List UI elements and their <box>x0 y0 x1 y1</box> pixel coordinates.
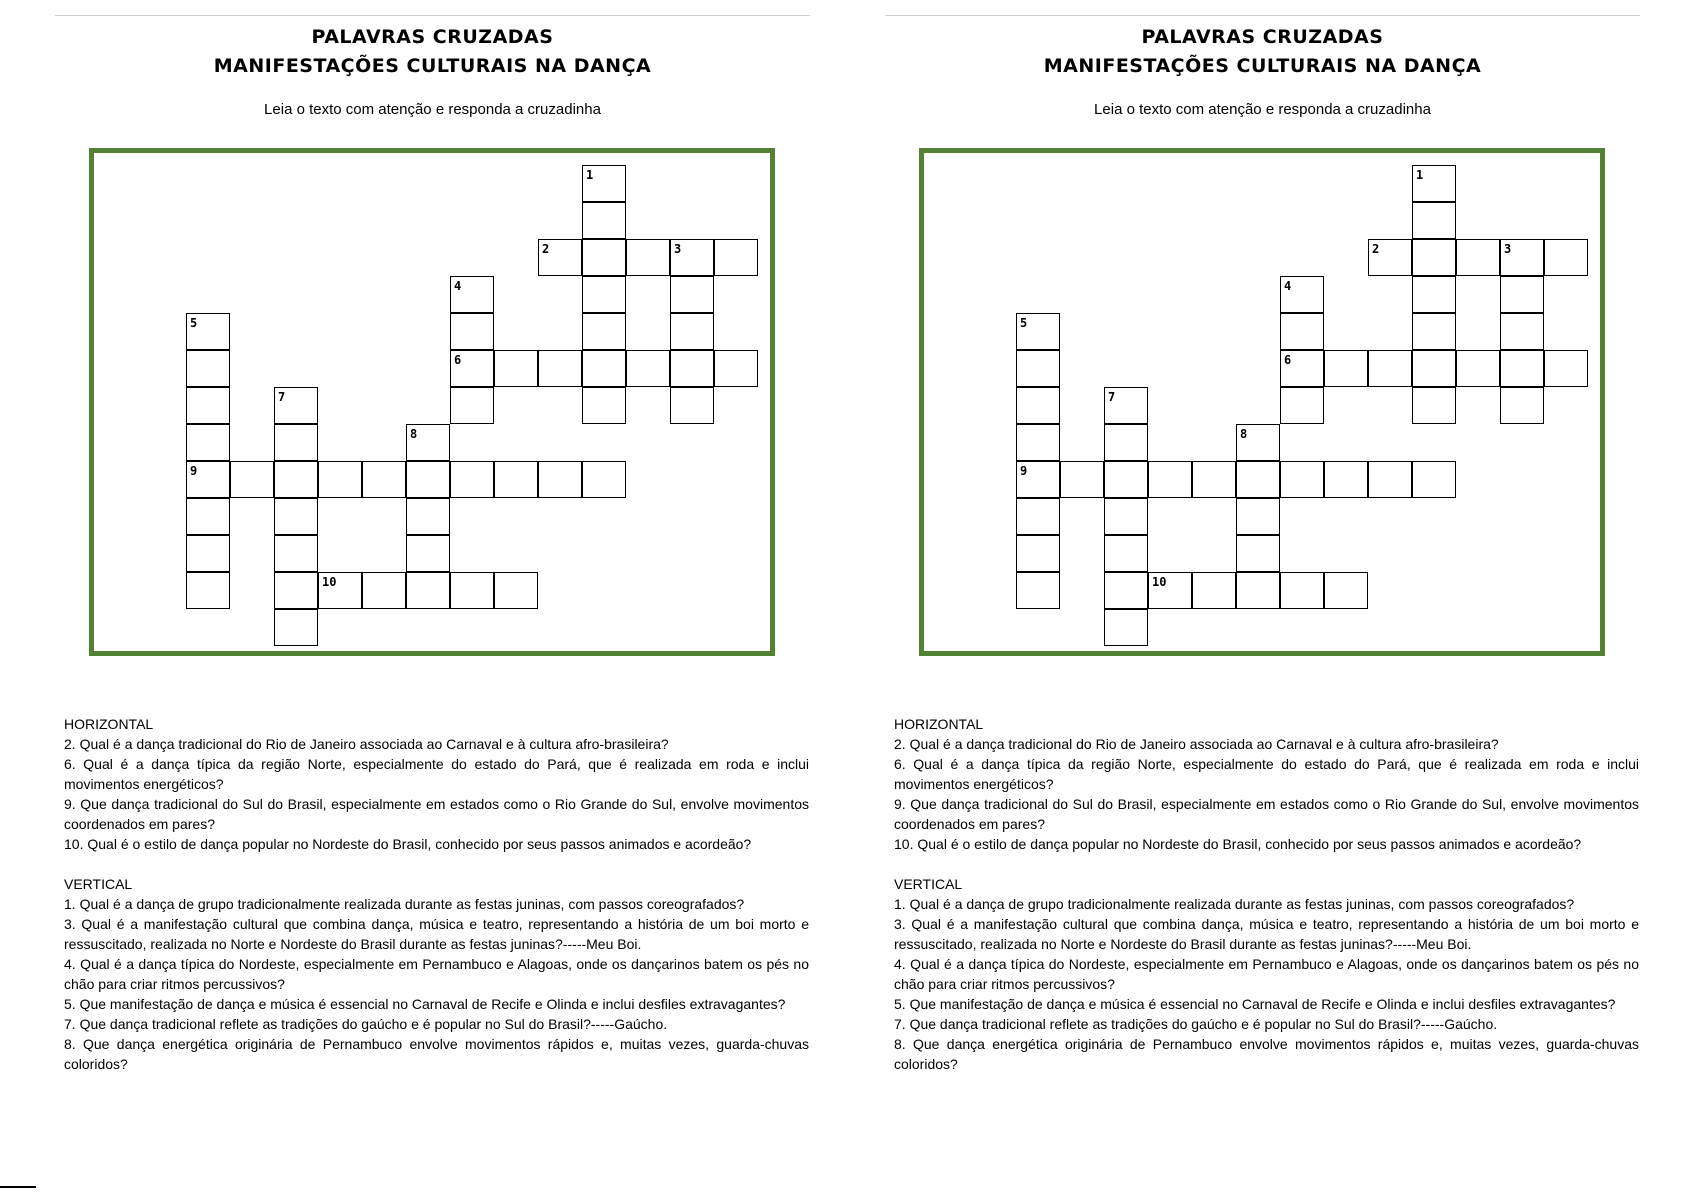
crossword-cell[interactable] <box>1500 387 1544 424</box>
crossword-cell[interactable] <box>274 424 318 461</box>
crossword-cell[interactable] <box>670 313 714 350</box>
crossword-cell[interactable] <box>1016 535 1060 572</box>
clue-horizontal: 9. Que dança tradicional do Sul do Brasil, especialmente em estados como o Rio Grande do Sul, envolve movimentos coordenados em pares? <box>64 796 809 832</box>
clue-number: 6 <box>454 353 462 367</box>
page-subtitle: MANIFESTAÇÕES CULTURAIS NA DANÇA <box>213 55 652 77</box>
crossword-cell[interactable] <box>1412 276 1456 313</box>
top-divider <box>885 15 1640 16</box>
clue-number: 10 <box>322 575 337 589</box>
crossword-cell[interactable] <box>1500 276 1544 313</box>
clue-horizontal: 6. Qual é a dança típica da região Norte, especialmente do estado do Pará, que é realizada em roda e inclui movimentos energéticos? <box>894 756 1639 792</box>
crossword-cell[interactable] <box>274 387 318 424</box>
crossword-cell[interactable] <box>1192 572 1236 609</box>
crossword-cell[interactable] <box>230 461 274 498</box>
crossword-cell[interactable] <box>582 350 626 387</box>
clue-number: 2 <box>1372 242 1380 256</box>
crossword-cell[interactable] <box>186 313 230 350</box>
crossword-cell[interactable] <box>1412 202 1456 239</box>
crossword-cell[interactable] <box>670 387 714 424</box>
clue-vertical: 8. Que dança energética originária de Pernambuco envolve movimentos rápidos e, muitas vezes, guarda-chuvas coloridos? <box>894 1036 1639 1072</box>
crossword-cell[interactable] <box>1104 535 1148 572</box>
clue-number: 1 <box>1416 168 1424 182</box>
clue-vertical: 4. Qual é a dança típica do Nordeste, especialmente em Pernambuco e Alagoas, onde os dançarinos batem os pés no chão para criar ritmos percussivos? <box>894 956 1639 992</box>
instruction-text: Leia o texto com atenção e responda a cruzadinha <box>1094 101 1431 118</box>
crossword-cell[interactable] <box>582 202 626 239</box>
crossword-cell[interactable] <box>186 535 230 572</box>
crossword-cell[interactable] <box>670 350 714 387</box>
clue-vertical: 1. Qual é a dança de grupo tradicionalmente realizada durante as festas juninas, com passos coreografados? <box>894 896 1575 912</box>
crossword-cell[interactable] <box>1016 498 1060 535</box>
crossword-cell[interactable] <box>1280 313 1324 350</box>
crossword-cell[interactable] <box>582 239 626 276</box>
clue-number: 9 <box>190 464 198 478</box>
crossword-cell[interactable] <box>1016 313 1060 350</box>
crossword-cell[interactable] <box>1192 461 1236 498</box>
clue-number: 8 <box>410 427 418 441</box>
crossword-cell[interactable] <box>1104 572 1148 609</box>
clue-horizontal: 2. Qual é a dança tradicional do Rio de Janeiro associada ao Carnaval e à cultura afro-brasileira? <box>64 736 669 752</box>
clues-section <box>64 714 809 1074</box>
crossword-cell[interactable] <box>362 461 406 498</box>
crossword-cell[interactable] <box>1016 572 1060 609</box>
crossword-cell[interactable] <box>1016 461 1060 498</box>
corner-mark <box>0 1186 36 1188</box>
clue-vertical: 7. Que dança tradicional reflete as tradições do gaúcho e é popular no Sul do Brasil?-----Gaúcho. <box>64 1016 668 1032</box>
instruction-text: Leia o texto com atenção e responda a cruzadinha <box>264 101 601 118</box>
clue-vertical: 5. Que manifestação de dança e música é essencial no Carnaval de Recife e Olinda e inclui desfiles extravagantes? <box>64 996 786 1012</box>
crossword-cell[interactable] <box>406 424 450 461</box>
crossword-cell[interactable] <box>1016 387 1060 424</box>
clue-vertical: 1. Qual é a dança de grupo tradicionalmente realizada durante as festas juninas, com passos coreografados? <box>64 896 745 912</box>
crossword-cell[interactable] <box>1456 239 1500 276</box>
top-divider <box>55 15 810 16</box>
horizontal-heading: HORIZONTAL <box>64 716 154 732</box>
crossword-cell[interactable] <box>450 313 494 350</box>
crossword-cell[interactable] <box>1236 498 1280 535</box>
crossword-cell[interactable] <box>450 350 494 387</box>
crossword-cell[interactable] <box>186 387 230 424</box>
crossword-cell[interactable] <box>1368 461 1412 498</box>
crossword-cell[interactable] <box>1500 350 1544 387</box>
crossword-cell[interactable] <box>1104 609 1148 646</box>
crossword-cell[interactable] <box>714 239 758 276</box>
crossword-cell[interactable] <box>494 350 538 387</box>
clue-number: 1 <box>586 168 594 182</box>
crossword-cell[interactable] <box>582 313 626 350</box>
clue-number: 10 <box>1152 575 1167 589</box>
vertical-heading: VERTICAL <box>894 876 963 892</box>
worksheet-page-left <box>55 0 815 1192</box>
clue-horizontal: 10. Qual é o estilo de dança popular no Nordeste do Brasil, conhecido por seus passos animados e acordeão? <box>64 836 752 852</box>
crossword-cell[interactable] <box>406 461 450 498</box>
crossword-cell[interactable] <box>670 239 714 276</box>
crossword-cell[interactable] <box>1104 498 1148 535</box>
crossword-cell[interactable] <box>274 535 318 572</box>
clue-vertical: 3. Qual é a manifestação cultural que combina dança, música e teatro, representando a história de um boi morto e ressuscitado, realizada no Norte e Nordeste do Brasil durante as festas juninas?-----Meu Boi. <box>894 916 1639 952</box>
crossword-cell[interactable] <box>582 165 626 202</box>
crossword-cell[interactable] <box>406 498 450 535</box>
crossword-cell[interactable] <box>1500 313 1544 350</box>
horizontal-heading: HORIZONTAL <box>894 716 984 732</box>
crossword-cell[interactable] <box>670 276 714 313</box>
crossword-cell[interactable] <box>450 461 494 498</box>
crossword-cell[interactable] <box>362 572 406 609</box>
clue-vertical: 4. Qual é a dança típica do Nordeste, especialmente em Pernambuco e Alagoas, onde os dançarinos batem os pés no chão para criar ritmos percussivos? <box>64 956 809 992</box>
crossword-cell[interactable] <box>1412 165 1456 202</box>
crossword-cell[interactable] <box>1236 424 1280 461</box>
crossword-cell[interactable] <box>1324 461 1368 498</box>
crossword-cell[interactable] <box>626 350 670 387</box>
crossword-cell[interactable] <box>494 572 538 609</box>
worksheet-page-right <box>885 0 1645 1192</box>
crossword-cell[interactable] <box>318 461 362 498</box>
clue-number: 3 <box>674 242 682 256</box>
crossword-cell[interactable] <box>1368 350 1412 387</box>
crossword-cell[interactable] <box>1500 239 1544 276</box>
clue-vertical: 5. Que manifestação de dança e música é essencial no Carnaval de Recife e Olinda e inclui desfiles extravagantes? <box>894 996 1616 1012</box>
page-title: PALAVRAS CRUZADAS <box>1141 26 1384 48</box>
clue-horizontal: 6. Qual é a dança típica da região Norte, especialmente do estado do Pará, que é realizada em roda e inclui movimentos energéticos? <box>64 756 809 792</box>
page-title: PALAVRAS CRUZADAS <box>311 26 554 48</box>
crossword-cell[interactable] <box>582 387 626 424</box>
crossword-cell[interactable] <box>494 461 538 498</box>
crossword-cell[interactable] <box>1544 239 1588 276</box>
clue-number: 3 <box>1504 242 1512 256</box>
crossword-cell[interactable] <box>1104 387 1148 424</box>
crossword-cell[interactable] <box>1368 239 1412 276</box>
crossword-cell[interactable] <box>274 461 318 498</box>
crossword-cell[interactable] <box>582 276 626 313</box>
clue-number: 5 <box>1020 316 1028 330</box>
crossword-cell[interactable] <box>406 535 450 572</box>
crossword-cell[interactable] <box>626 239 670 276</box>
crossword-cell[interactable] <box>450 387 494 424</box>
clue-number: 7 <box>1108 390 1116 404</box>
crossword-cell[interactable] <box>582 461 626 498</box>
clue-number: 2 <box>542 242 550 256</box>
crossword-cell[interactable] <box>1016 424 1060 461</box>
crossword-cell[interactable] <box>406 572 450 609</box>
crossword-cell[interactable] <box>318 572 362 609</box>
crossword-grid <box>885 148 1645 668</box>
crossword-cell[interactable] <box>1544 350 1588 387</box>
vertical-heading: VERTICAL <box>64 876 133 892</box>
crossword-cell[interactable] <box>1280 387 1324 424</box>
crossword-cell[interactable] <box>538 461 582 498</box>
crossword-cell[interactable] <box>274 498 318 535</box>
clue-number: 4 <box>1284 279 1292 293</box>
crossword-grid <box>55 148 815 668</box>
clue-number: 4 <box>454 279 462 293</box>
crossword-cell[interactable] <box>274 609 318 646</box>
crossword-cell[interactable] <box>274 572 318 609</box>
crossword-cell[interactable] <box>1412 350 1456 387</box>
crossword-cell[interactable] <box>450 276 494 313</box>
clue-horizontal: 10. Qual é o estilo de dança popular no Nordeste do Brasil, conhecido por seus passos animados e acordeão? <box>894 836 1582 852</box>
clue-vertical: 7. Que dança tradicional reflete as tradições do gaúcho e é popular no Sul do Brasil?-----Gaúcho. <box>894 1016 1498 1032</box>
crossword-cell[interactable] <box>186 424 230 461</box>
crossword-cell[interactable] <box>1236 535 1280 572</box>
clue-vertical: 8. Que dança energética originária de Pernambuco envolve movimentos rápidos e, muitas vezes, guarda-chuvas coloridos? <box>64 1036 809 1072</box>
clue-number: 7 <box>278 390 286 404</box>
clue-number: 6 <box>1284 353 1292 367</box>
crossword-cell[interactable] <box>1148 572 1192 609</box>
crossword-cell[interactable] <box>1236 461 1280 498</box>
crossword-cell[interactable] <box>186 461 230 498</box>
crossword-cell[interactable] <box>1324 350 1368 387</box>
crossword-cell[interactable] <box>1280 276 1324 313</box>
clue-horizontal: 9. Que dança tradicional do Sul do Brasil, especialmente em estados como o Rio Grande do Sul, envolve movimentos coordenados em pares? <box>894 796 1639 832</box>
crossword-cell[interactable] <box>1412 387 1456 424</box>
crossword-cell[interactable] <box>714 350 758 387</box>
clue-number: 8 <box>1240 427 1248 441</box>
crossword-cell[interactable] <box>1280 572 1324 609</box>
crossword-cell[interactable] <box>1104 424 1148 461</box>
crossword-cell[interactable] <box>186 572 230 609</box>
crossword-cell[interactable] <box>1412 313 1456 350</box>
clue-number: 9 <box>1020 464 1028 478</box>
crossword-cell[interactable] <box>1148 461 1192 498</box>
crossword-cell[interactable] <box>538 239 582 276</box>
crossword-cell[interactable] <box>186 350 230 387</box>
page-subtitle: MANIFESTAÇÕES CULTURAIS NA DANÇA <box>1043 55 1482 77</box>
clue-number: 5 <box>190 316 198 330</box>
clues-section <box>894 714 1639 1074</box>
crossword-cell[interactable] <box>1412 239 1456 276</box>
crossword-cell[interactable] <box>1324 572 1368 609</box>
crossword-cell[interactable] <box>450 572 494 609</box>
clue-horizontal: 2. Qual é a dança tradicional do Rio de Janeiro associada ao Carnaval e à cultura afro-brasileira? <box>894 736 1499 752</box>
crossword-cell[interactable] <box>538 350 582 387</box>
crossword-cell[interactable] <box>1016 350 1060 387</box>
clue-vertical: 3. Qual é a manifestação cultural que combina dança, música e teatro, representando a história de um boi morto e ressuscitado, realizada no Norte e Nordeste do Brasil durante as festas juninas?-----Meu Boi. <box>64 916 809 952</box>
crossword-cell[interactable] <box>1280 350 1324 387</box>
crossword-cell[interactable] <box>1456 350 1500 387</box>
crossword-cell[interactable] <box>1412 461 1456 498</box>
crossword-cell[interactable] <box>1104 461 1148 498</box>
crossword-cell[interactable] <box>1280 461 1324 498</box>
crossword-cell[interactable] <box>1060 461 1104 498</box>
crossword-cell[interactable] <box>1236 572 1280 609</box>
crossword-cell[interactable] <box>186 498 230 535</box>
